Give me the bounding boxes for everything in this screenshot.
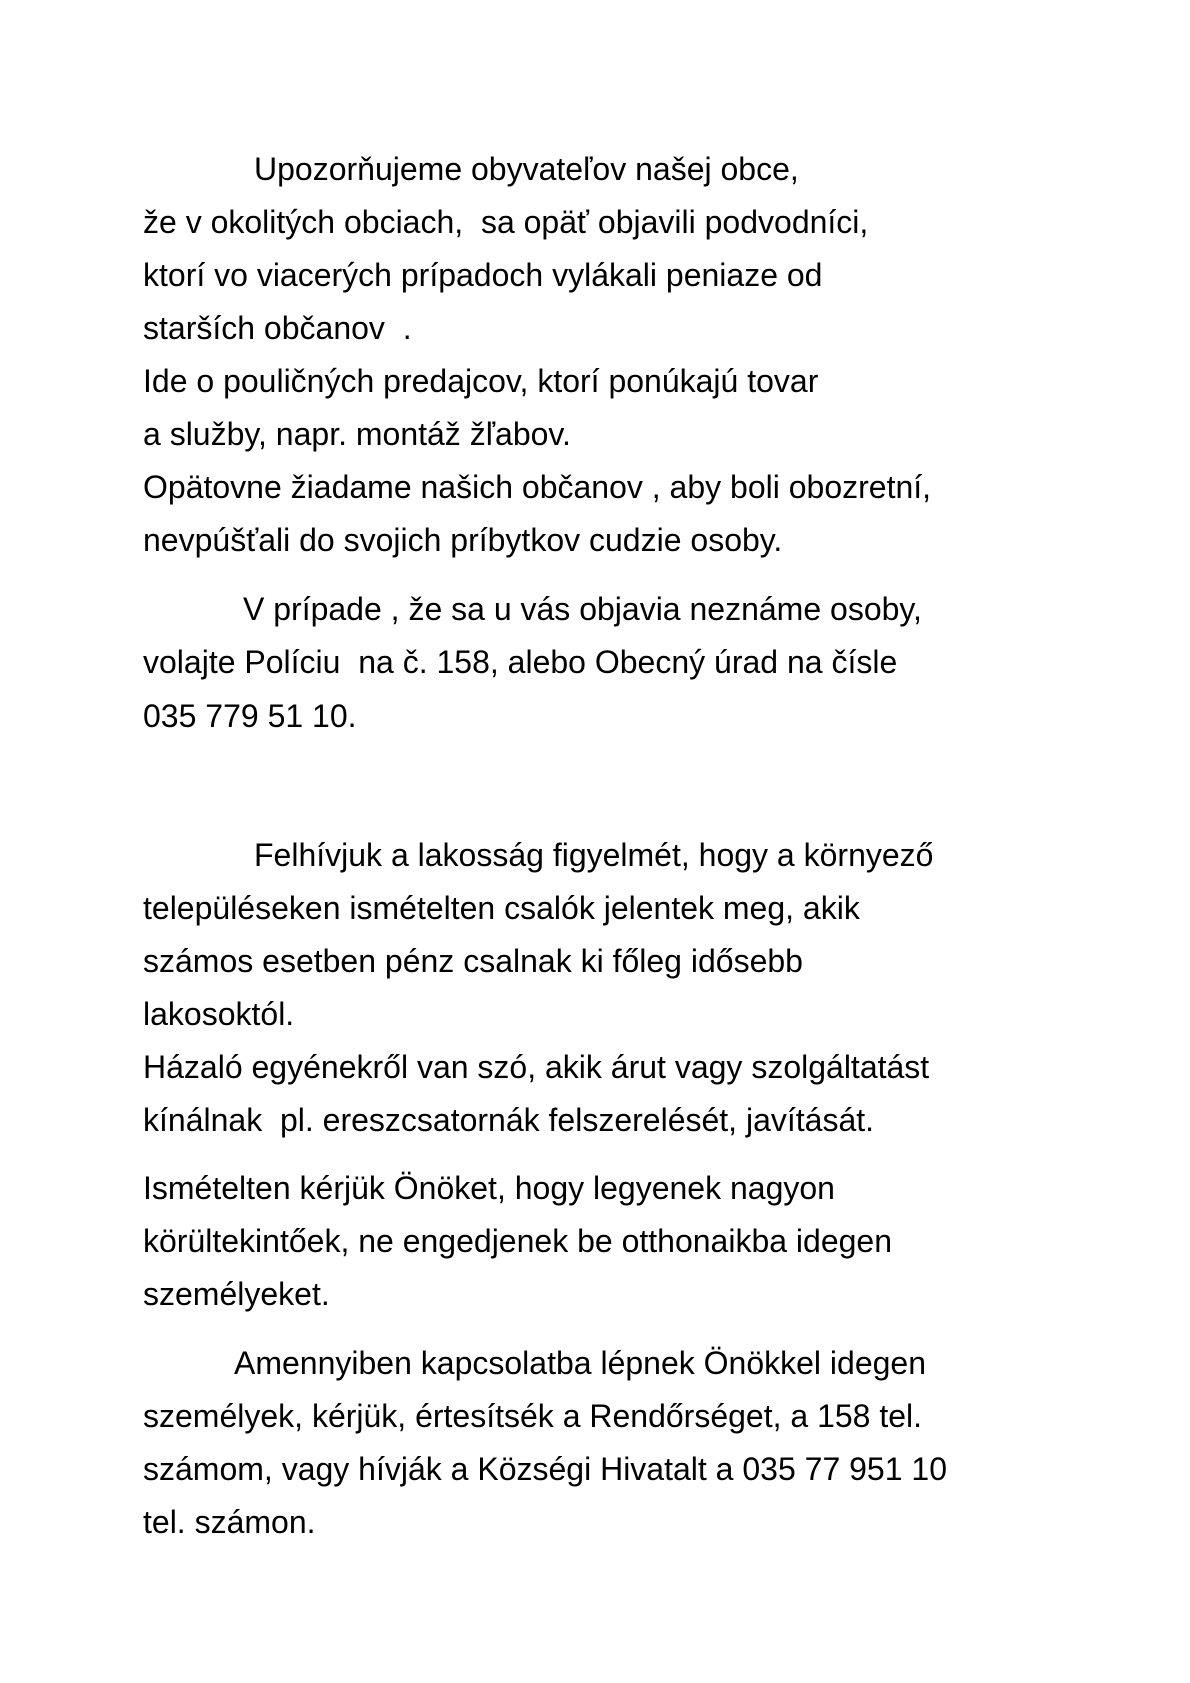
hungarian-line-11: személyek, kérjük, értesítsék a Rendőrséget, a 158 tel. xyxy=(143,1398,923,1434)
hungarian-line-13: tel. számon. xyxy=(143,1504,316,1540)
slovak-line-10: volajte Políciu na č. 158, alebo Obecný úrad na čísle xyxy=(143,644,898,680)
hungarian-line-1: Felhívjuk a lakosság figyelmét, hogy a környező xyxy=(254,837,934,873)
hungarian-line-4: lakosoktól. xyxy=(143,996,295,1032)
hungarian-line-12: számom, vagy hívják a Községi Hivatalt a 035 77 951 10 xyxy=(143,1451,947,1487)
hungarian-line-3: számos esetben pénz csalnak ki főleg idősebb xyxy=(143,943,803,979)
hungarian-line-2: településeken ismételten csalók jelentek meg, akik xyxy=(143,890,860,926)
hungarian-line-6: kínálnak pl. ereszcsatornák felszerelését, javítását. xyxy=(143,1102,875,1138)
slovak-line-4: starších občanov . xyxy=(143,310,412,346)
slovak-line-3: ktorí vo viacerých prípadoch vylákali peniaze od xyxy=(143,257,823,293)
slovak-line-11: 035 779 51 10. xyxy=(143,698,357,734)
hungarian-line-9: személyeket. xyxy=(143,1276,330,1312)
hungarian-line-10: Amennyiben kapcsolatba lépnek Önökkel idegen xyxy=(234,1345,927,1381)
hungarian-line-8: körültekintőek, ne engedjenek be otthonaikba idegen xyxy=(143,1223,893,1259)
slovak-line-8: nevpúšťali do svojich príbytkov cudzie osoby. xyxy=(143,522,783,558)
hungarian-line-5: Házaló egyénekről van szó, akik árut vagy szolgáltatást xyxy=(143,1049,930,1085)
slovak-line-7: Opätovne žiadame našich občanov , aby boli obozretní, xyxy=(143,469,932,505)
slovak-line-2: že v okolitých obciach, sa opäť objavili podvodníci, xyxy=(143,204,869,240)
hungarian-line-7: Ismételten kérjük Önöket, hogy legyenek nagyon xyxy=(143,1170,835,1206)
slovak-line-6: a služby, napr. montáž žľabov. xyxy=(143,416,571,452)
slovak-line-9: V prípade , že sa u vás objavia neznáme osoby, xyxy=(243,591,922,627)
slovak-line-1: Upozorňujeme obyvateľov našej obce, xyxy=(254,151,799,187)
slovak-line-5: Ide o pouličných predajcov, ktorí ponúkajú tovar xyxy=(143,363,819,399)
